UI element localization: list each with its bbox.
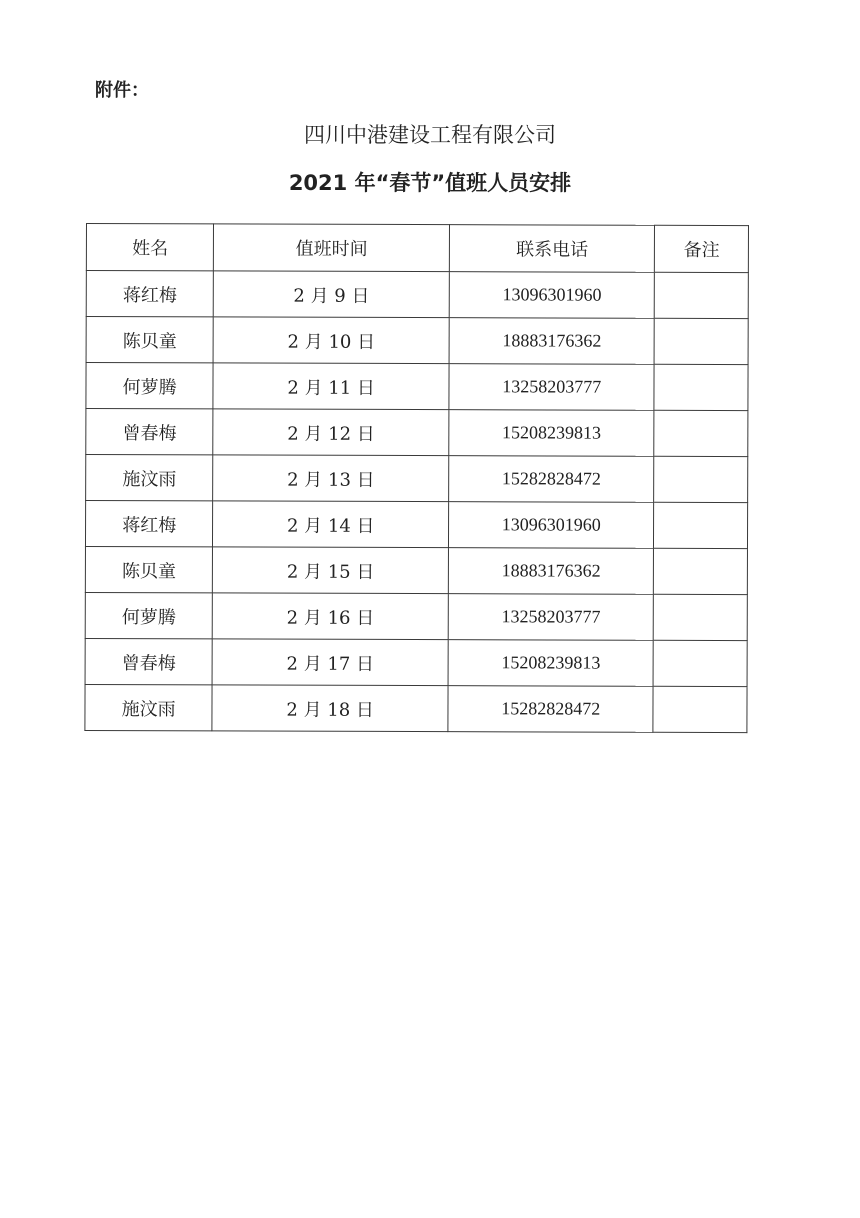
table-row	[86, 271, 748, 319]
cell-note	[654, 318, 748, 364]
cell-note	[654, 456, 748, 502]
company-title: 四川中港建设工程有限公司	[304, 123, 556, 147]
column-header-note: 备注	[655, 225, 749, 272]
cell-phone: 15282828472	[449, 456, 655, 503]
cell-date: 2 月 14 日	[213, 501, 449, 548]
cell-phone: 15208239813	[449, 410, 655, 457]
cell-phone: 13096301960	[449, 272, 655, 319]
cell-date: 2 月 17 日	[212, 639, 448, 686]
table-row	[86, 455, 748, 503]
cell-note	[653, 686, 747, 732]
cell-phone: 15208239813	[448, 640, 654, 687]
cell-note	[654, 548, 748, 594]
column-header-date: 值班时间	[214, 224, 450, 272]
cell-name: 蒋红梅	[85, 501, 212, 547]
cell-name: 曾春梅	[86, 409, 213, 455]
table-row	[85, 684, 747, 732]
cell-phone: 13258203777	[448, 594, 654, 641]
cell-date: 2 月 10 日	[213, 317, 449, 364]
column-header-name: 姓名	[86, 224, 213, 271]
table-row	[86, 409, 748, 457]
cell-note	[655, 272, 749, 318]
cell-name: 施汶雨	[85, 684, 212, 730]
cell-name: 蒋红梅	[86, 271, 213, 317]
cell-date: 2 月 12 日	[213, 409, 449, 456]
cell-phone: 15282828472	[448, 686, 654, 733]
cell-phone: 18883176362	[449, 318, 655, 365]
table-row	[85, 592, 747, 640]
cell-name: 曾春梅	[85, 638, 212, 684]
cell-note	[653, 640, 747, 686]
table-row	[85, 501, 747, 549]
cell-date: 2 月 18 日	[212, 685, 448, 732]
table-row	[86, 317, 748, 365]
schedule-title: 2021 年“春节”值班人员安排	[288, 171, 572, 195]
attachment-label: 附件：	[95, 80, 149, 101]
cell-phone: 18883176362	[448, 548, 654, 595]
cell-phone: 13096301960	[449, 502, 655, 549]
table-row	[85, 638, 747, 686]
duty-schedule-table	[84, 223, 749, 733]
cell-date: 2 月 15 日	[213, 547, 449, 594]
table-row	[86, 363, 748, 411]
cell-name: 施汶雨	[86, 455, 213, 501]
cell-date: 2 月 13 日	[213, 455, 449, 502]
cell-note	[654, 502, 748, 548]
cell-note	[654, 410, 748, 456]
cell-date: 2 月 9 日	[214, 271, 450, 318]
cell-date: 2 月 11 日	[213, 363, 449, 410]
cell-name: 何萝腾	[85, 592, 212, 638]
table-row	[85, 547, 747, 595]
cell-name: 陈贝童	[86, 317, 213, 363]
cell-date: 2 月 16 日	[213, 593, 449, 640]
column-header-phone: 联系电话	[449, 225, 655, 273]
cell-phone: 13258203777	[449, 364, 655, 411]
table-header-row	[86, 224, 748, 273]
cell-note	[654, 594, 748, 640]
cell-name: 何萝腾	[86, 363, 213, 409]
cell-name: 陈贝童	[85, 547, 212, 593]
cell-note	[654, 364, 748, 410]
